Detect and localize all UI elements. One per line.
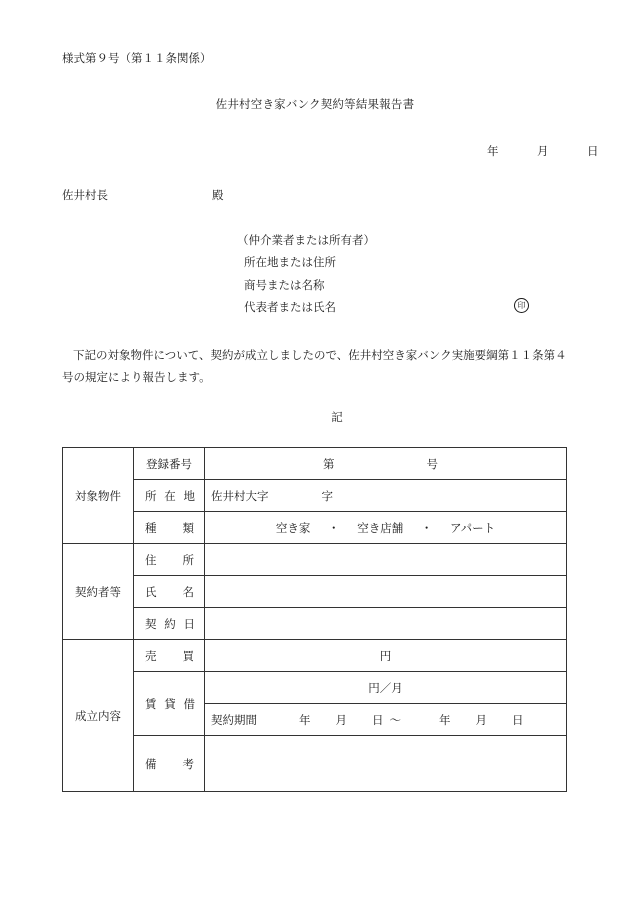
document-title: 佐井村空き家バンク契約等結果報告書	[215, 97, 415, 111]
table-row	[63, 640, 567, 672]
table-row	[63, 672, 567, 704]
remarks-value[interactable]	[205, 736, 567, 792]
remarks-label-char: 備	[145, 756, 157, 771]
contract-period-label: 契約期間	[211, 712, 257, 727]
group-property	[63, 448, 134, 544]
period-year-end: 年	[439, 712, 451, 727]
lease-value-cell[interactable]	[205, 672, 567, 704]
body-paragraph: 下記の対象物件について、契約が成立しましたので、佐井村空き家バンク実施要綱第１１条第４号の規定により報告します。	[62, 348, 567, 384]
addressee-name: 佐井村長	[62, 188, 108, 202]
lease-label-cell	[134, 672, 205, 736]
lease-yen-per-month: 円／月	[368, 680, 403, 695]
contractor-address-label-char: 住	[145, 552, 157, 567]
contractor-name-label-char: 氏	[145, 584, 157, 599]
reporter-rep-label: 代表者または氏名	[244, 300, 336, 314]
remarks-label-cell	[134, 736, 205, 792]
location-label-cell	[134, 480, 205, 512]
lease-label-char: 賃	[145, 696, 157, 711]
location-village: 佐井村大字	[211, 488, 269, 503]
reporter-trade-label: 商号または名称	[244, 278, 325, 292]
reporter-address-label: 所在地または住所	[244, 255, 336, 269]
addressee-honorific: 殿	[212, 188, 224, 202]
location-label-char: 地	[183, 488, 195, 503]
table-row	[63, 608, 567, 640]
lease-label-char: 貸	[164, 696, 176, 711]
sale-yen: 円	[379, 648, 392, 663]
sale-value-cell[interactable]	[205, 640, 567, 672]
reg-no-label-cell	[134, 448, 205, 480]
sale-label-cell	[134, 640, 205, 672]
type-vacant-store[interactable]: 空き店舗	[357, 520, 404, 535]
table-row	[63, 448, 567, 480]
reporter-heading: （仲介業者または所有者）	[237, 233, 375, 247]
type-label-char: 類	[182, 520, 194, 535]
type-label-char: 種	[145, 520, 157, 535]
location-label-char: 在	[164, 488, 176, 503]
form-number: 様式第９号（第１１条関係）	[62, 51, 212, 65]
period-month-start: 月	[335, 712, 347, 727]
reg-no-dai: 第	[323, 456, 335, 471]
period-month-end: 月	[475, 712, 487, 727]
report-table	[62, 447, 567, 792]
contract-date-value[interactable]	[205, 608, 567, 640]
type-apartment[interactable]: アパート	[450, 520, 496, 535]
contract-date-label-cell	[134, 608, 205, 640]
group-result	[63, 640, 134, 792]
table-row	[63, 480, 567, 512]
location-label-char: 所	[145, 488, 157, 503]
contract-date-label-char: 約	[164, 616, 176, 631]
location-aza: 字	[321, 488, 333, 503]
period-day-start: 日	[372, 712, 384, 727]
table-row	[63, 544, 567, 576]
contractor-address-label-cell	[134, 544, 205, 576]
period-tilde: ～	[389, 712, 401, 727]
reg-no-go: 号	[426, 456, 438, 471]
reg-no-label: 登録番号	[146, 456, 192, 471]
contract-date-label-char: 日	[183, 616, 195, 631]
sale-label-char: 買	[182, 648, 194, 663]
period-day-end: 日	[512, 712, 524, 727]
contractor-name-value[interactable]	[205, 576, 567, 608]
type-label-cell	[134, 512, 205, 544]
date-month-label: 月	[537, 144, 549, 158]
lease-label-char: 借	[183, 696, 195, 711]
ki-heading: 記	[331, 410, 343, 424]
type-value-cell[interactable]	[205, 512, 567, 544]
table-row	[63, 736, 567, 792]
contractor-address-label-char: 所	[182, 552, 194, 567]
type-separator: ・	[420, 520, 433, 535]
date-day-label: 日	[587, 144, 599, 158]
contract-date-label-char: 契	[145, 616, 157, 631]
period-year-start: 年	[299, 712, 311, 727]
reg-no-value-cell[interactable]	[205, 448, 567, 480]
type-vacant-house[interactable]: 空き家	[275, 520, 311, 535]
group-result-label: 成立内容	[75, 708, 121, 723]
location-value-cell[interactable]	[205, 480, 567, 512]
date-year-label: 年	[487, 144, 499, 158]
type-separator: ・	[328, 520, 340, 535]
contract-period-cell[interactable]	[205, 704, 567, 736]
contractor-name-label-cell	[134, 576, 205, 608]
seal-mark: 印	[514, 298, 529, 313]
remarks-label-char: 考	[182, 756, 194, 771]
group-contractor-label: 契約者等	[75, 584, 121, 599]
group-property-label: 対象物件	[75, 488, 121, 503]
group-contractor	[63, 544, 134, 640]
table-row	[63, 576, 567, 608]
sale-label-char: 売	[145, 648, 157, 663]
contractor-address-value[interactable]	[205, 544, 567, 576]
contractor-name-label-char: 名	[182, 584, 194, 599]
table-row	[63, 512, 567, 544]
